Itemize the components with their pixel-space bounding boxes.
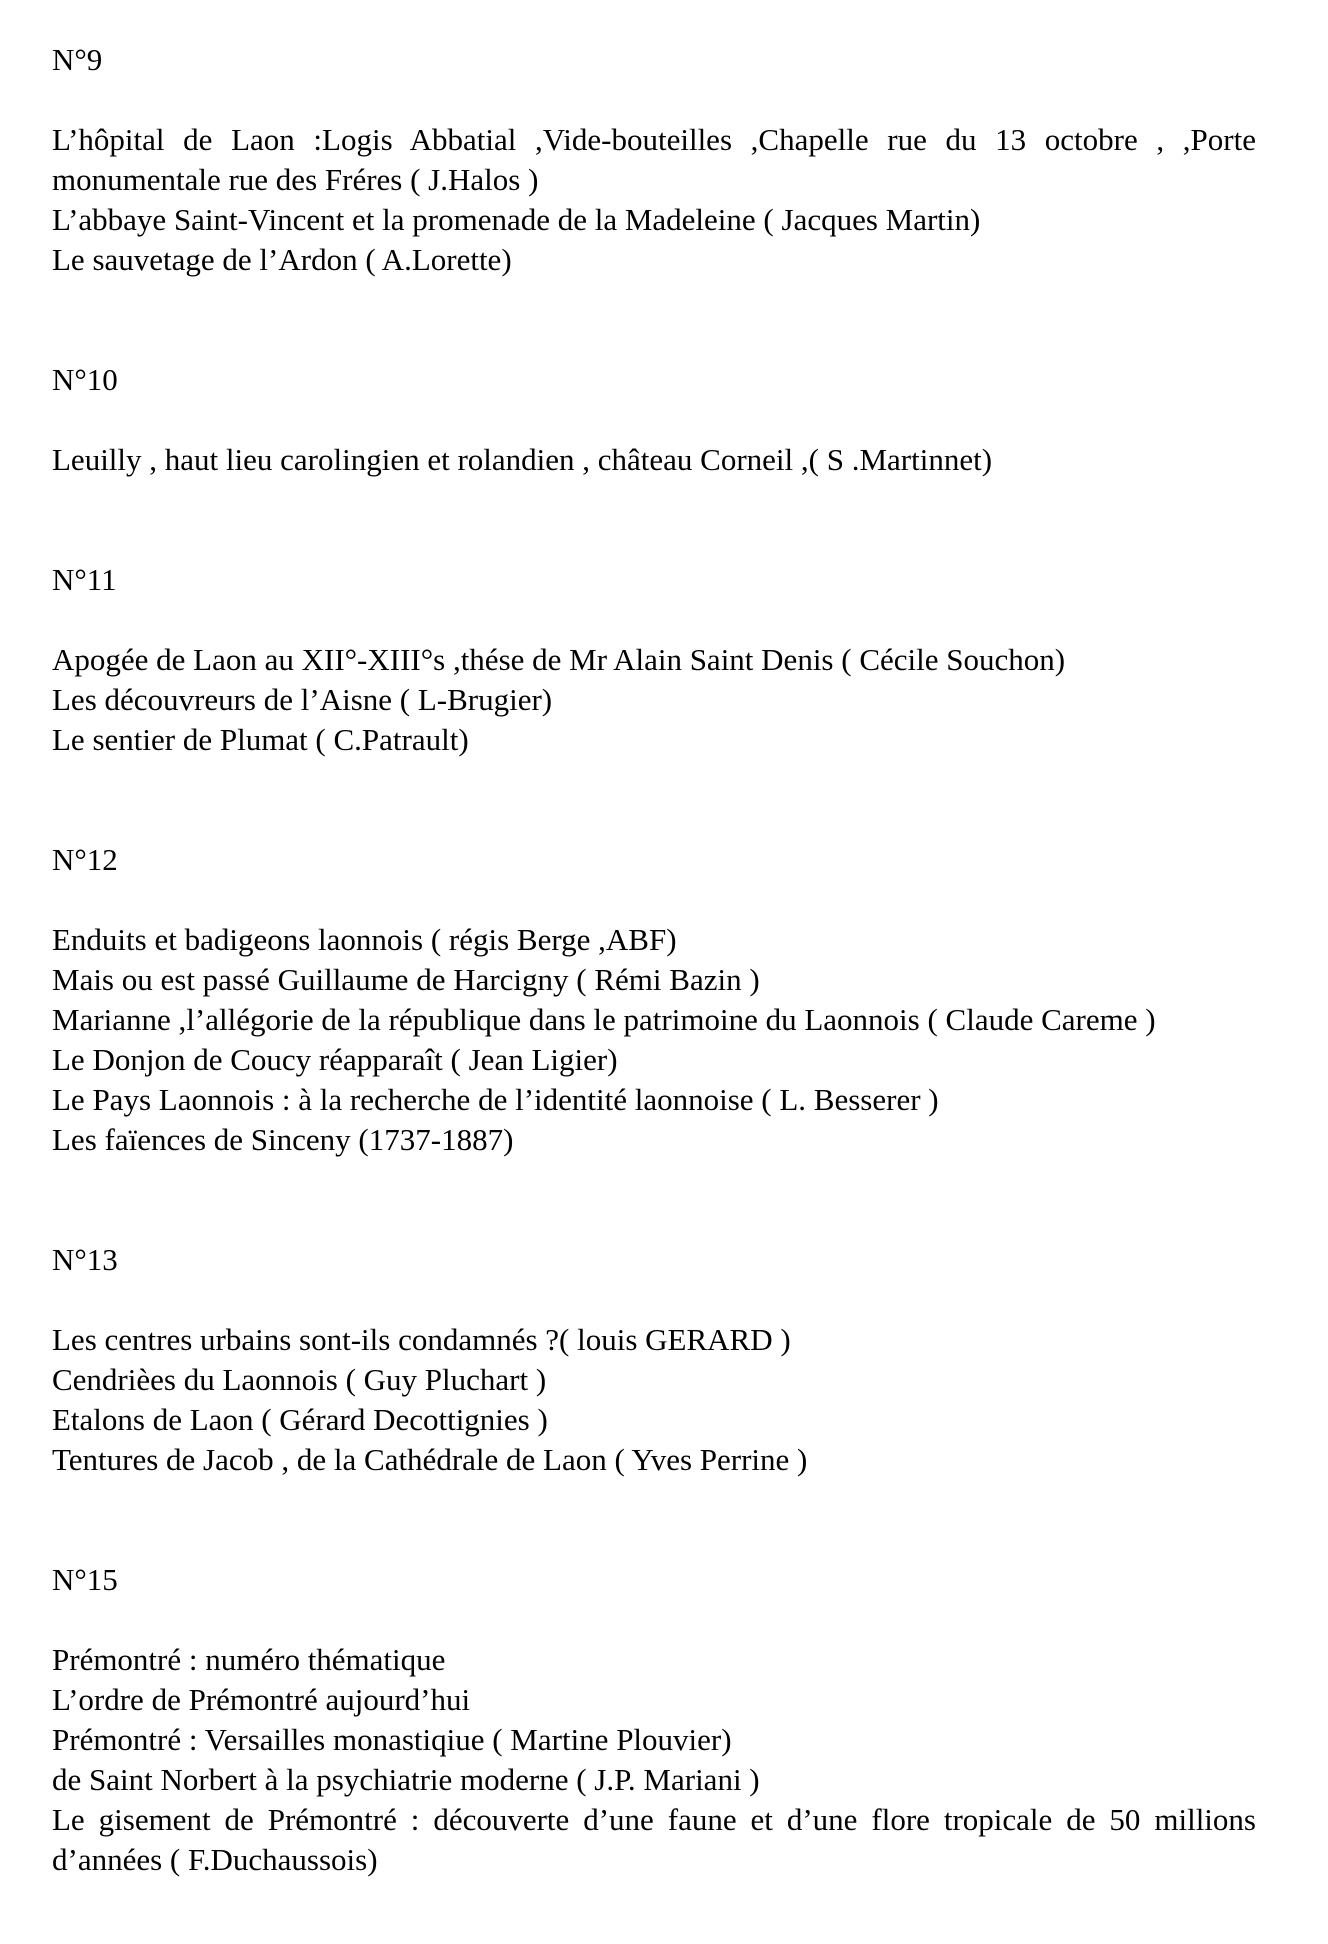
issue-12 (52, 840, 1256, 1160)
article-entry: Le Pays Laonnois : à la recherche de l’identité laonnoise ( L. Besserer ) (52, 1082, 939, 1117)
article-list (52, 1640, 1256, 1880)
article-entry: Mais ou est passé Guillaume de Harcigny ( Rémi Bazin ) (52, 962, 760, 997)
issue-11 (52, 560, 1256, 760)
issue-13 (52, 1240, 1256, 1480)
issue-number: N°12 (52, 842, 118, 877)
article-entry: Prémontré : Versailles monastiqiue ( Martine Plouvier) (52, 1722, 732, 1757)
article-list (52, 440, 1256, 480)
issue-number: N°9 (52, 42, 103, 77)
article-entry: Tentures de Jacob , de la Cathédrale de Laon ( Yves Perrine ) (52, 1442, 808, 1477)
article-list (52, 120, 1256, 280)
article-entry: Leuilly , haut lieu carolingien et rolandien , château Corneil ,( S .Martinnet) (52, 442, 993, 477)
article-entry: L’hôpital de Laon :Logis Abbatial ,Vide-bouteilles ,Chapelle rue du 13 octobre , ,Porte monumentale rue des Fréres ( J.Halos ) (52, 122, 1256, 197)
article-list (52, 640, 1256, 760)
article-entry: Les découvreurs de l’Aisne ( L-Brugier) (52, 682, 553, 717)
article-entry: Cendrièes du Laonnois ( Guy Pluchart ) (52, 1362, 547, 1397)
article-entry: Apogée de Laon au XII°-XIII°s ,thése de Mr Alain Saint Denis ( Cécile Souchon) (52, 642, 1066, 677)
article-entry: Le Donjon de Coucy réapparaît ( Jean Ligier) (52, 1042, 618, 1077)
issue-9 (52, 40, 1256, 280)
issue-number: N°11 (52, 562, 117, 597)
article-list (52, 1320, 1256, 1480)
issue-number: N°10 (52, 362, 118, 397)
article-entry: Etalons de Laon ( Gérard Decottignies ) (52, 1402, 548, 1437)
article-entry: Le sauvetage de l’Ardon ( A.Lorette) (52, 242, 512, 277)
article-entry: Le sentier de Plumat ( C.Patrault) (52, 722, 469, 757)
article-entry: Le gisement de Prémontré : découverte d’une faune et d’une flore tropicale de 50 millions d’années ( F.Duchaussois) (52, 1802, 1256, 1877)
article-entry: Les centres urbains sont-ils condamnés ?( louis GERARD ) (52, 1322, 791, 1357)
article-entry: de Saint Norbert à la psychiatrie moderne ( J.P. Mariani ) (52, 1762, 760, 1797)
article-entry: Les faïences de Sinceny (1737-1887) (52, 1122, 514, 1157)
article-entry: L’ordre de Prémontré aujourd’hui (52, 1682, 471, 1717)
article-entry: Marianne ,l’allégorie de la république dans le patrimoine du Laonnois ( Claude Careme ) (52, 1002, 1156, 1037)
article-entry: L’abbaye Saint-Vincent et la promenade de la Madeleine ( Jacques Martin) (52, 202, 981, 237)
issue-number: N°15 (52, 1562, 118, 1597)
article-list (52, 920, 1256, 1160)
article-entry: Enduits et badigeons laonnois ( régis Berge ,ABF) (52, 922, 677, 957)
issue-number: N°13 (52, 1242, 118, 1277)
article-entry: Prémontré : numéro thématique (52, 1642, 446, 1677)
issue-15 (52, 1560, 1256, 1880)
issue-10 (52, 360, 1256, 480)
